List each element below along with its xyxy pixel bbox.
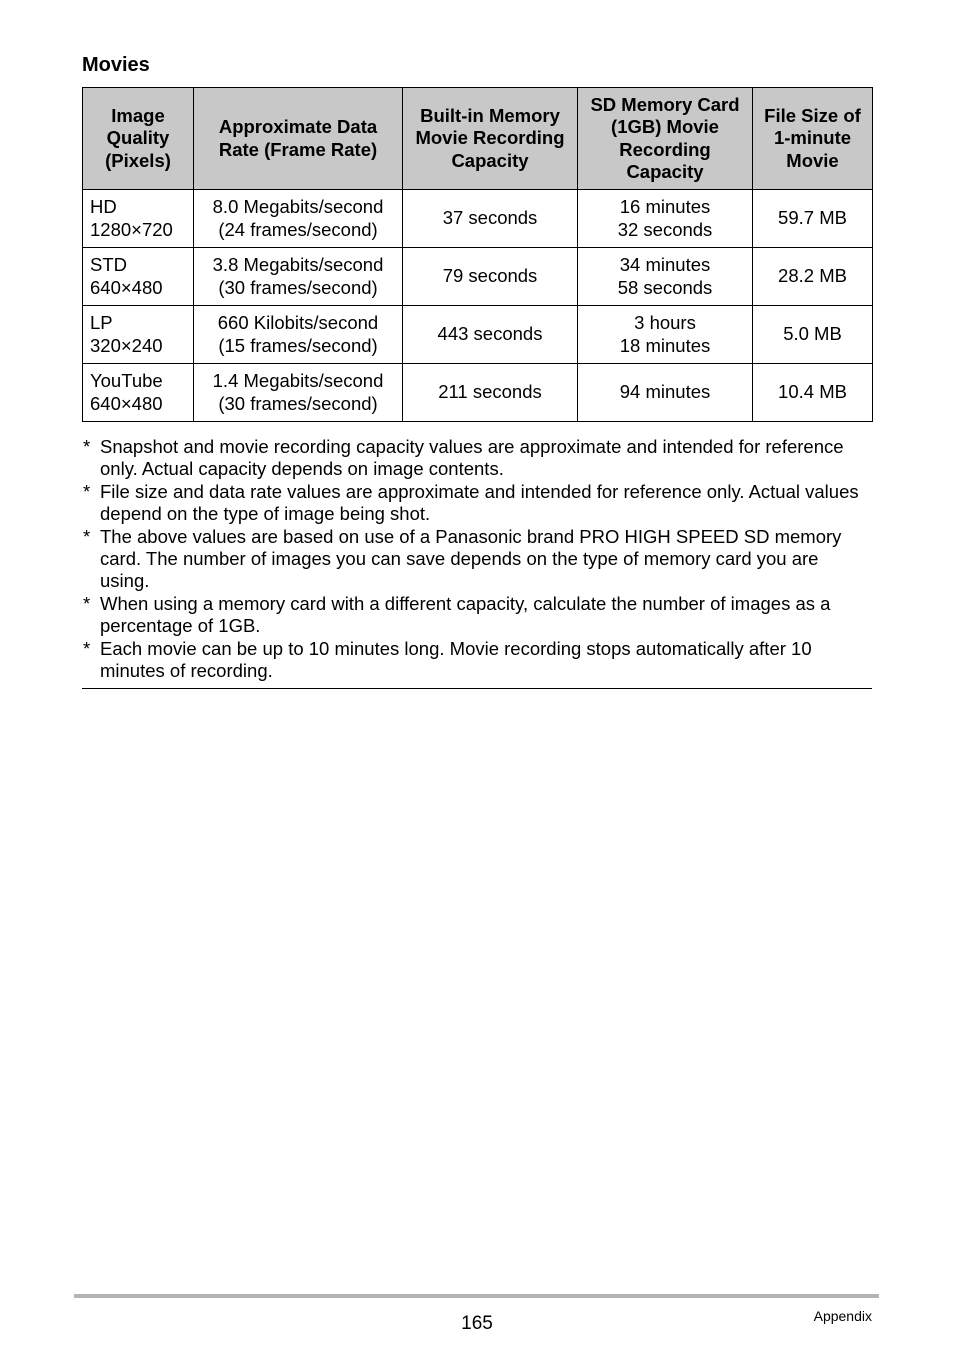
cell-file-size: 28.2 MB [753, 248, 873, 306]
footnote-item [82, 436, 872, 481]
footnote-text: Snapshot and movie recording capacity values are approximate and intended for reference only. Actual capacity depends on image contents. [100, 436, 844, 480]
footnote-text: When using a memory card with a different capacity, calculate the number of images as a percentage of 1GB. [100, 592, 831, 637]
cell-builtin-capacity: 211 seconds [403, 364, 578, 422]
movie-specs-table [82, 87, 873, 422]
cell-data-rate: 660 Kilobits/second (15 frames/second) [194, 306, 403, 364]
cell-sd-capacity: 3 hours 18 minutes [578, 306, 753, 364]
cell-file-size: 5.0 MB [753, 306, 873, 364]
page-number: 165 [461, 1313, 493, 1334]
cell-data-rate: 3.8 Megabits/second (30 frames/second) [194, 248, 403, 306]
cell-file-size: 59.7 MB [753, 190, 873, 248]
footnote-text: Each movie can be up to 10 minutes long. Movie recording stops automatically after 10 minutes of recording. [100, 637, 812, 682]
footnote-item [82, 526, 872, 593]
footnote-item [82, 481, 872, 526]
cell-data-rate: 1.4 Megabits/second (30 frames/second) [194, 364, 403, 422]
table-row [83, 364, 873, 422]
cell-builtin-capacity: 37 seconds [403, 190, 578, 248]
cell-sd-capacity: 94 minutes [578, 364, 753, 422]
cell-file-size: 10.4 MB [753, 364, 873, 422]
footnote-item [82, 638, 872, 683]
footer-section-name: Appendix [813, 1308, 872, 1324]
table-row [83, 190, 873, 248]
table-row [83, 248, 873, 306]
section-title: Movies [82, 54, 150, 76]
footnote-marker: * [83, 525, 91, 547]
cell-sd-capacity: 34 minutes 58 seconds [578, 248, 753, 306]
footer-divider [74, 1294, 879, 1298]
cell-image-quality: YouTube 640×480 [83, 364, 194, 422]
footnote-marker: * [83, 637, 91, 659]
footnotes-list [82, 436, 872, 689]
cell-image-quality: STD 640×480 [83, 248, 194, 306]
cell-data-rate: 8.0 Megabits/second (24 frames/second) [194, 190, 403, 248]
footnote-marker: * [83, 480, 91, 502]
header-image-quality: Image Quality (Pixels) [83, 88, 194, 190]
cell-sd-capacity: 16 minutes 32 seconds [578, 190, 753, 248]
footnote-marker: * [83, 592, 91, 614]
cell-builtin-capacity: 79 seconds [403, 248, 578, 306]
footnote-marker: * [83, 436, 91, 457]
header-data-rate: Approximate Data Rate (Frame Rate) [194, 88, 403, 190]
footnote-item [82, 593, 872, 638]
header-file-size: File Size of 1-minute Movie [753, 88, 873, 190]
header-sd-capacity: SD Memory Card (1GB) Movie Recording Capacity [578, 88, 753, 190]
cell-image-quality: HD 1280×720 [83, 190, 194, 248]
table-header-row [83, 88, 873, 190]
footnote-text: File size and data rate values are approximate and intended for reference only. Actual values depend on the type of image being shot. [100, 480, 859, 525]
header-builtin-capacity: Built-in Memory Movie Recording Capacity [403, 88, 578, 190]
cell-image-quality: LP 320×240 [83, 306, 194, 364]
footnote-text: The above values are based on use of a Panasonic brand PRO HIGH SPEED SD memory card. The number of images you can save depends on the type of memory card you are using. [100, 525, 842, 592]
table-row [83, 306, 873, 364]
cell-builtin-capacity: 443 seconds [403, 306, 578, 364]
